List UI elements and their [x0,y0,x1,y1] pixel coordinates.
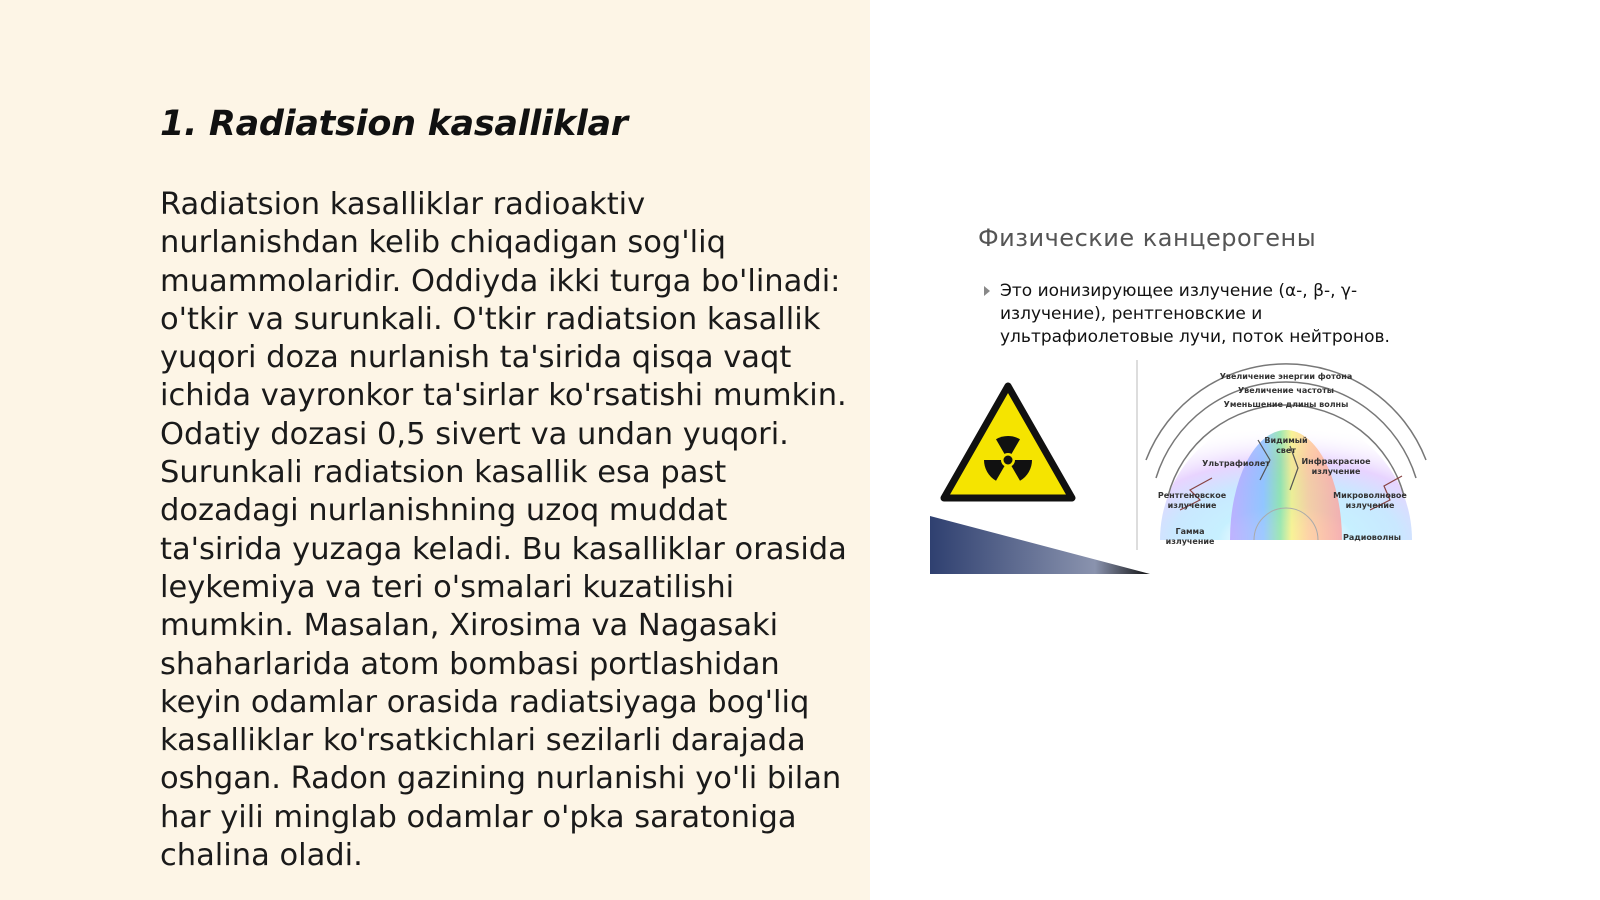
bullet-arrow-icon [984,286,990,296]
xray-label-1: Рентгеновское [1157,491,1227,500]
visible-light-label-1: Видимый [1264,436,1308,445]
decorative-wedge [930,516,1150,576]
arc-label-wavelength: Уменьшение длины волны [1223,400,1349,409]
inset-title: Физические канцерогены [978,224,1317,252]
infrared-label-1: Инфракрасное [1301,457,1371,466]
arc-label-energy: Увеличение энергии фотона [1219,372,1353,381]
inset-bullet [984,280,1424,349]
visible-light-label-2: свет [1276,446,1296,455]
slide-title: 1. Radiatsion kasalliklar [160,104,628,144]
inset-bullet-text: Это ионизирующее излучение (α-, β-, γ-излучение), рентгеновские и ультрафиолетовые лучи, поток нейтронов. [1000,281,1390,347]
gamma-label-1: Гамма [1175,527,1205,536]
slide-body-text: Radiatsion kasalliklar radioaktiv nurlanishdan kelib chiqadigan sog'liq muammolaridir. Oddiyda ikki turga bo'linadi: o'tkir va surunkali. O'tkir radiatsion kasallik yuqori doza nurlanish ta'sirida qisqa vaqt ichida vayronkor ta'sirlar ko'rsatishi mumkin. Odatiy dozasi 0,5 sivert va undan yuqori. Surunkali radiatsion kasallik esa past dozadagi nurlanishning uzoq muddat ta'sirida yuzaga keladi. Bu kasalliklar orasida leykemiya va teri o'smalari kuzatilishi mumkin. Masalan, Xirosima va Nagasaki shaharlarida atom bombasi portlashidan keyin odamlar orasida radiatsiyaga bog'liq kasalliklar ko'rsatkichlari sezilarli darajada oshgan. Radon gazining nurlanishi yo'li bilan har yili minglab odamlar o'pka saratoniga chalina oladi. [160,187,847,874]
microwave-label-1: Микроволновое [1333,491,1407,500]
carcinogens-inset-image [930,210,1450,590]
infrared-label-2: излучение [1311,467,1361,476]
microwave-label-2: излучение [1345,501,1395,510]
gamma-label-2: излучение [1165,537,1215,546]
radiation-hazard-icon [938,380,1078,504]
xray-label-2: излучение [1167,501,1217,510]
arc-label-frequency: Увеличение частоты [1237,386,1335,395]
radio-label: Радиоволны [1342,533,1402,542]
uv-label: Ультрафиолет [1202,459,1270,468]
em-spectrum-diagram [1140,360,1432,552]
